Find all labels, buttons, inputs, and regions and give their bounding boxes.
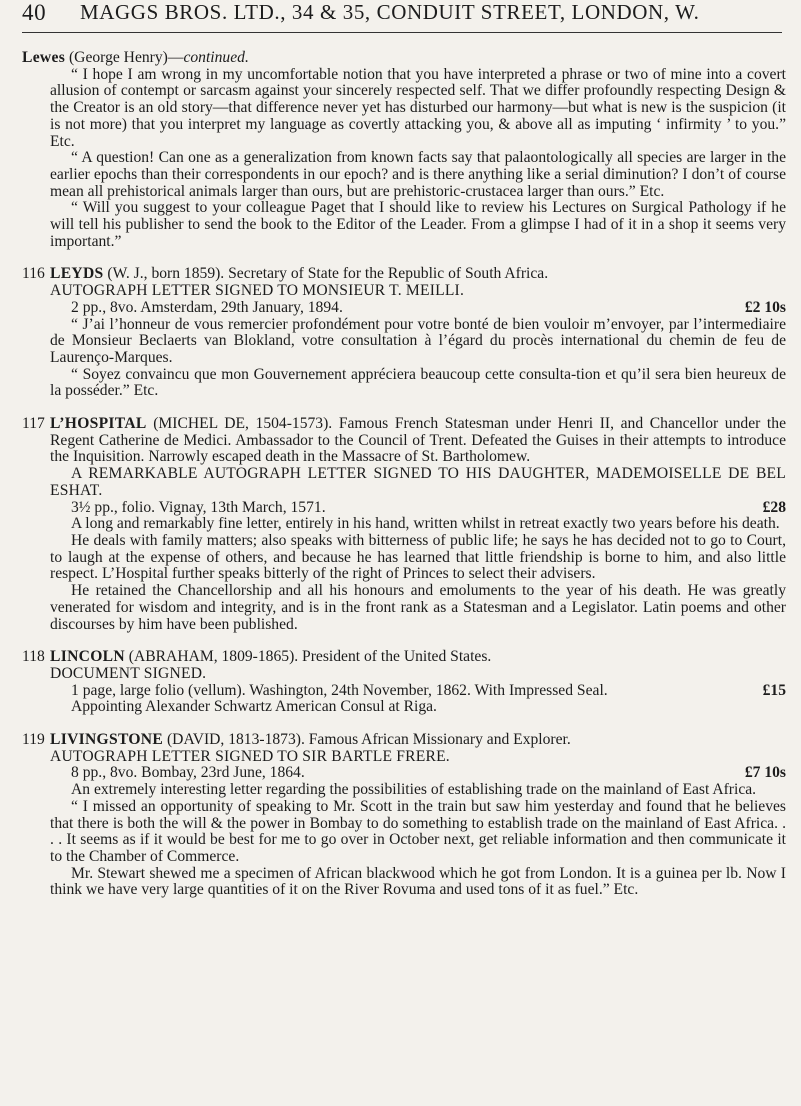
entry-name: L’HOSPITAL [50,415,147,433]
entry-heading [22,50,786,67]
item-details: 8 pp., 8vo. Bombay, 23rd June, 1864. [71,764,305,782]
entry-paragraph: Appointing Alexander Schwartz American Consul at Riga. [71,698,437,716]
entry-heading [50,266,786,283]
item-details-line [50,765,786,782]
item-price: £15 [762,681,786,699]
entry-paragraph: He deals with family matters; also speaks with bitterness of public life; he says he has decided not to go to Court, to laugh at the expense of others, and because he has learned that little friendship is borne to him, and also little respect. L’Hospital further speaks bitterly of the right of Princes to select their advisers. [50,531,786,583]
entry-name: LIVINGSTONE [50,731,164,749]
entry-number: 116 [22,265,45,283]
entry-description: (W. J., born 1859). Secretary of State for the Republic of South Africa. [107,265,549,283]
catalogue-content [22,50,786,915]
entry-paragraph: “ I missed an opportunity of speaking to Mr. Scott in the train but saw him yesterday and found that he believes that there is both the will & the power in Bombay to do something to establish trade on the mainland of East Africa. . . . It seems as if it would be best for me to go over in October next, get reliable information and then communicate it to the Chamber of Commerce. [50,797,786,865]
running-title: MAGGS BROS. LTD., 34 & 35, CONDUIT STREET, LONDON, W. [80,0,700,24]
catalogue-entry-119 [22,732,786,899]
item-title: AUTOGRAPH LETTER SIGNED TO SIR BARTLE FRERE. [50,747,450,765]
item-title: AUTOGRAPH LETTER SIGNED TO MONSIEUR T. MEILLI. [50,282,465,300]
entry-heading [50,416,786,466]
entry-paragraph: “ Soyez convaincu que mon Gouvernement appréciera beaucoup cette consulta-tion et qu’il sera bien heureux de la posséder.” Etc. [50,365,786,400]
catalogue-entry-lewes [22,50,786,250]
entry-description: (George Henry)—continued. [68,49,249,66]
entry-name: LINCOLN [50,648,125,666]
entry-paragraph: He retained the Chancellorship and all his honours and emoluments to the year of his death. He was greatly venerated for wisdom and integrity, and is in the front rank as a Statesman and a Legislator. Latin poems and other discourses by him have been published. [50,582,786,633]
item-details: 1 page, large folio (vellum). Washington, 24th November, 1862. With Impressed Seal. [71,681,608,699]
item-details: 2 pp., 8vo. Amsterdam, 29th January, 1894. [71,298,343,316]
entry-number: 119 [22,731,45,749]
item-price: £2 10s [744,298,786,316]
entry-paragraph: “ I hope I am wrong in my uncomfortable notion that you have interpreted a phrase or two of mine into a covert allusion of contempt or sarcasm against your sincerely respected self. That we differ profoundly respecting Design & the Creator is an old story—that difference never yet has disturbed our harmony—but what is new is the suspicion (it is not more) that you interpret my language as covertly attacking you, & above all as imputing ‘ infirmity ’ to you.” Etc. [50,65,786,150]
catalogue-entry-118 [22,649,786,716]
entry-name: LEYDS [50,265,104,283]
item-details-line [50,683,786,700]
entry-paragraph: An extremely interesting letter regarding the possibilities of establishing trade on the mainland of East Africa. [71,781,757,799]
item-title: A REMARKABLE AUTOGRAPH LETTER SIGNED TO HIS DAUGHTER, MADEMOISELLE DE BEL ESHAT. [50,465,786,499]
item-price: £28 [762,498,786,516]
entry-paragraph: Mr. Stewart shewed me a specimen of African blackwood which he got from London. It is a guinea per lb. Now I think we have very large quantities of it on the River Rovuma and used tons of it as fuel.” Etc. [50,864,786,899]
entry-number: 118 [22,648,45,666]
page-header [22,0,782,33]
item-details-line [50,300,786,317]
page-number: 40 [22,0,47,25]
entry-paragraph: “ J’ai l’honneur de vous remercier profondément pour votre bonté de bien vouloir m’envoyer, par l’intermediaire de Monsieur Beclaerts van Blokland, votre consultation à l’égard du procès international du chemin de feu de Laurenço-Marques. [50,315,786,366]
entry-description: (ABRAHAM, 1809-1865). President of the United States. [128,648,492,666]
entry-paragraph: A long and remarkably fine letter, entirely in his hand, written whilst in retreat exactly two years before his death. [71,515,780,533]
entry-description: (DAVID, 1813-1873). Famous African Missionary and Explorer. [166,731,571,749]
entry-number: 117 [22,415,45,433]
catalogue-entry-116 [22,266,786,400]
entry-heading [50,732,786,749]
entry-description: (MICHEL DE, 1504-1573). Famous French Statesman under Henri II, and Chancellor under the Regent Catherine de Medici. Ambassador to the Council of Trent. Defeated the Guises in their attempts to introduce the Inquisition. Narrowly escaped death in the Massacre of St. Bartholomew. [50,415,786,466]
catalogue-entry-117 [22,416,786,633]
item-price: £7 10s [744,764,786,782]
item-title: DOCUMENT SIGNED. [50,664,207,682]
entry-paragraph: “ Will you suggest to your colleague Paget that I should like to review his Lectures on Surgical Pathology if he will tell his publisher to send the book to the Editor of the Leader. From a glimpse I had of it in a shop it seems very important.” [50,199,786,250]
item-details: 3½ pp., folio. Vignay, 13th March, 1571. [71,498,326,516]
item-details-line [50,500,786,517]
entry-paragraph: “ A question! Can one as a generalization from known facts say that palaontologically all species are larger in the earlier epochs than their correspondents in our epoch? and is there anything like a serial diminution? I don’t of course mean all prehistorical animals larger than ours, but are prehistoric-crustacea larger than ours.” Etc. [50,149,786,200]
entry-name: Lewes [22,49,66,66]
entry-heading [50,649,786,666]
